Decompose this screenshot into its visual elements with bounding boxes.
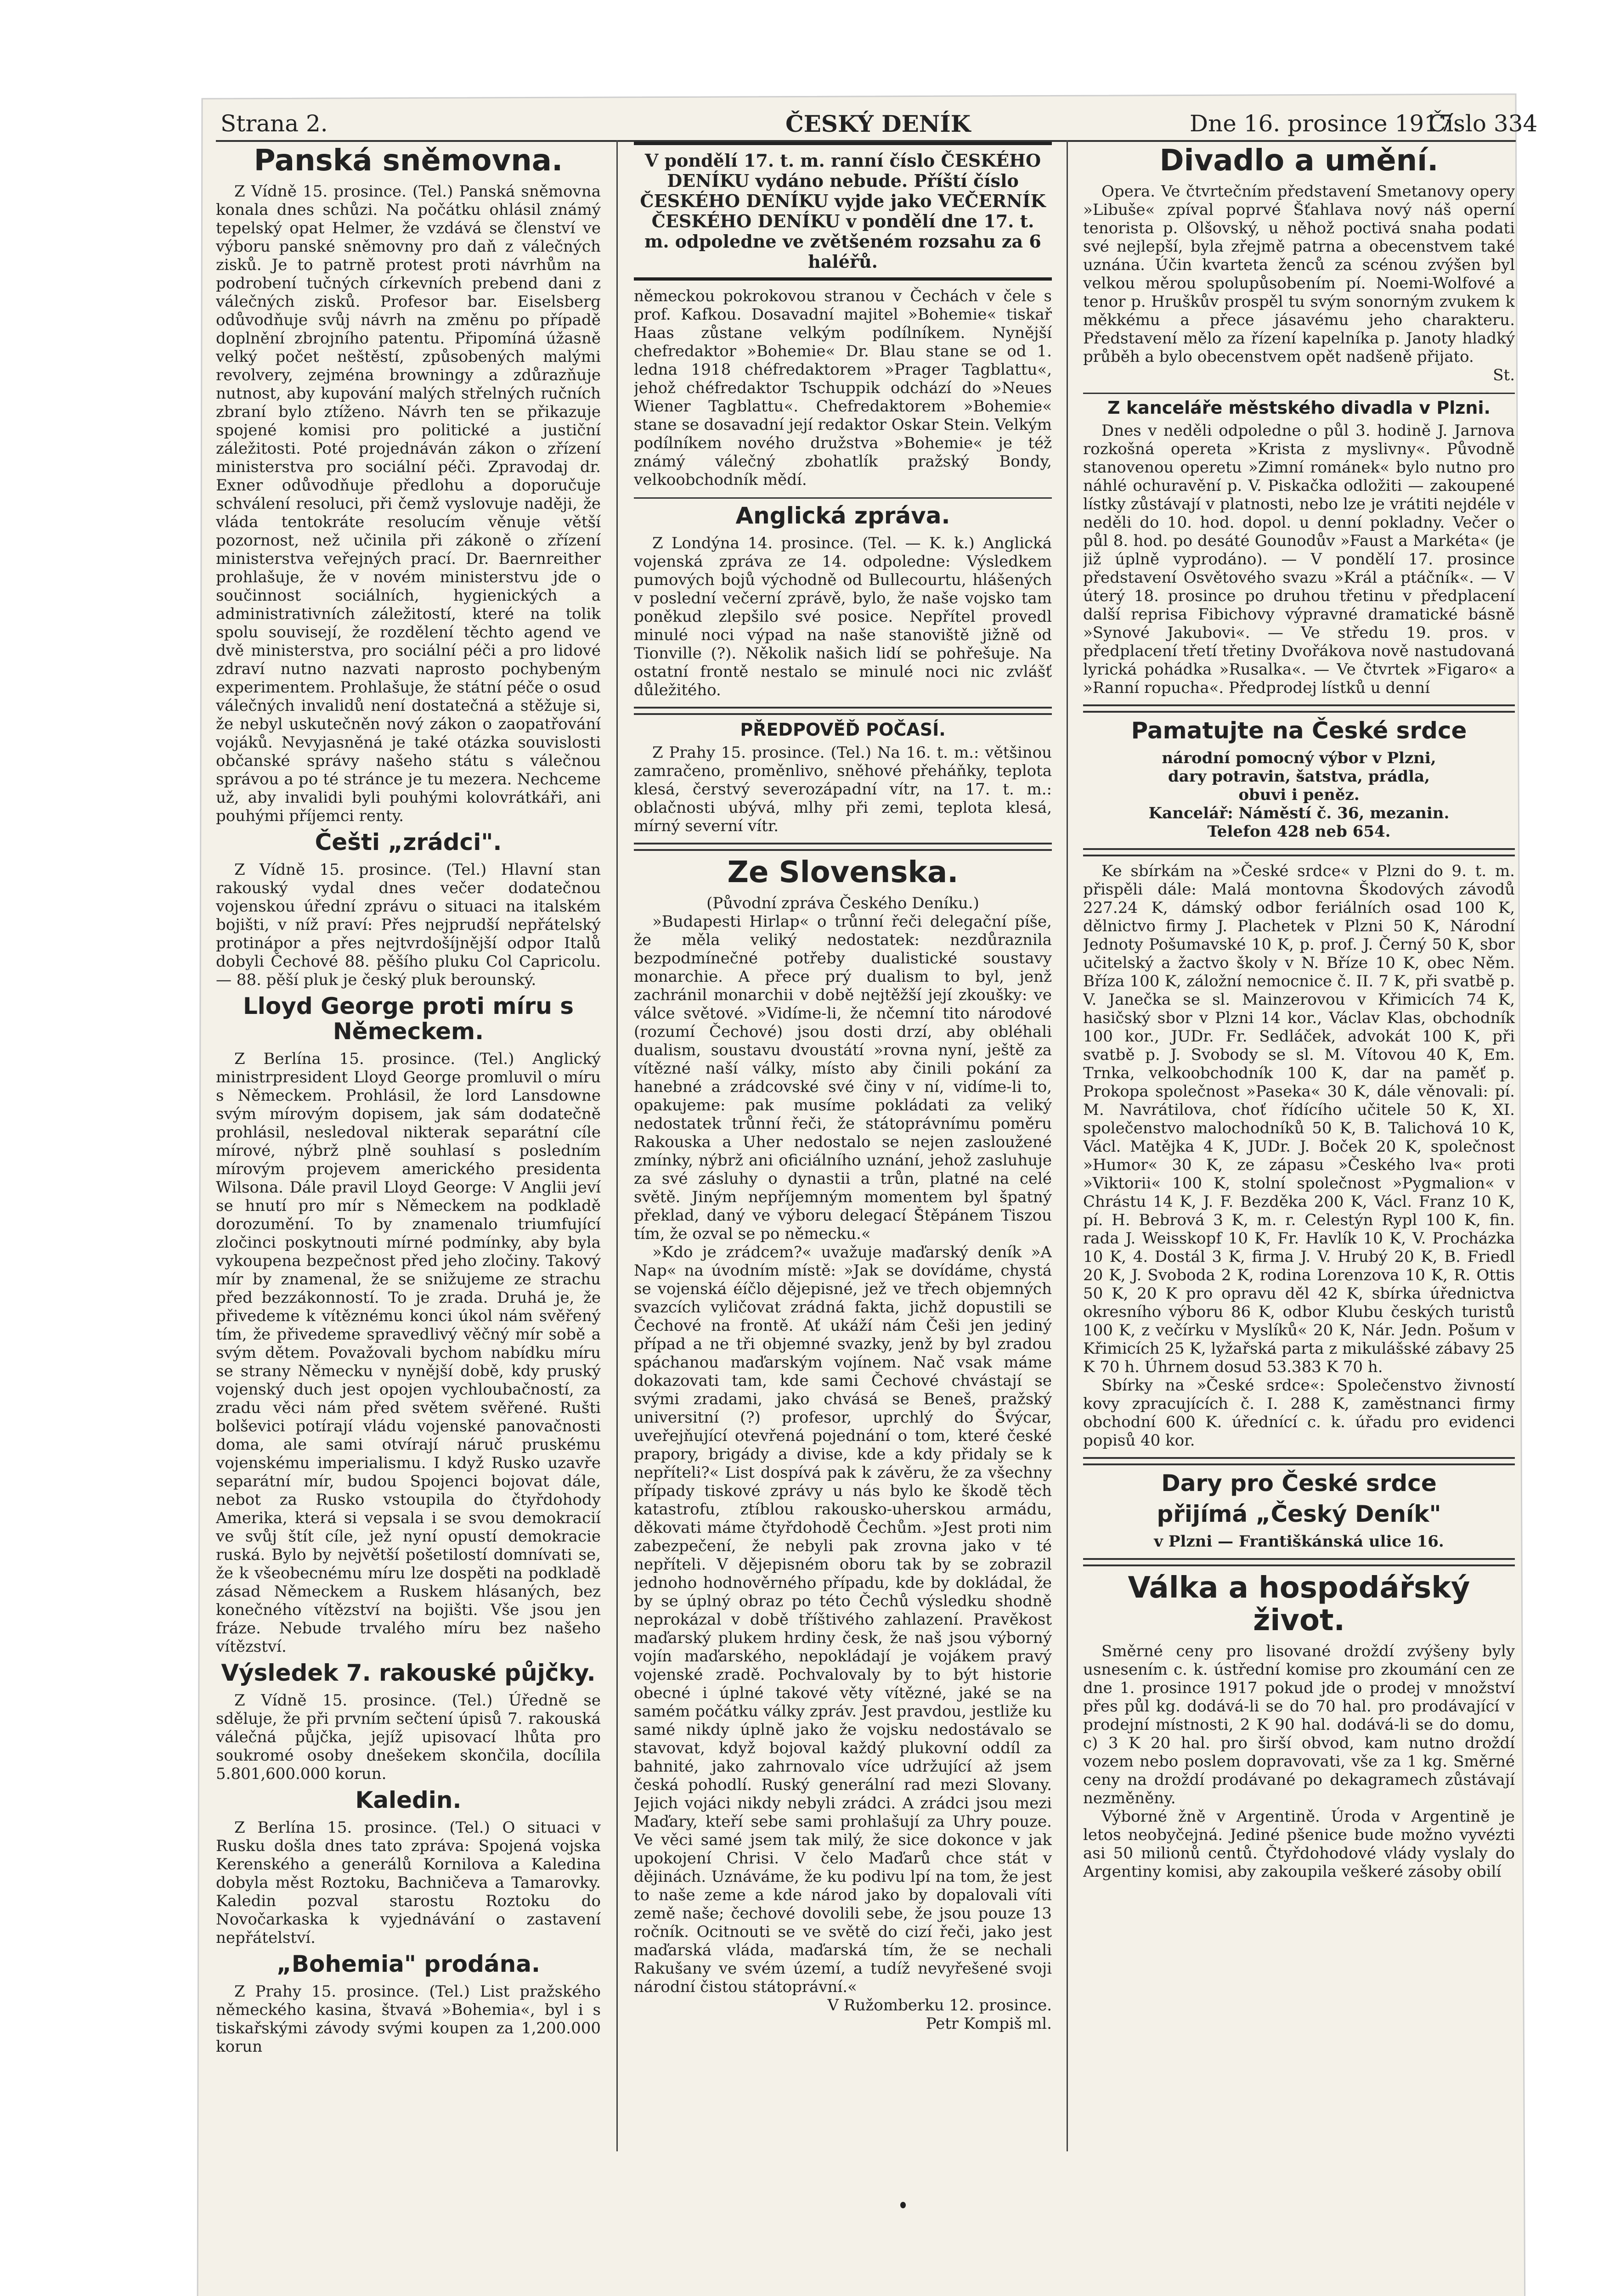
newspaper-title: ČESKÝ DENÍK: [785, 110, 971, 137]
divider: [1083, 704, 1515, 713]
appeal-line: národní pomocný výbor v Plzni,: [1162, 749, 1436, 768]
article-text: Z Prahy 15. prosince. (Tel.) List pražského německého kasina, štvavá »Bohemia«, byl i s tiskařskými závody svými koupen za 1,200.000 korun: [216, 1982, 601, 2056]
article-heading: Lloyd George proti míru s Německem.: [243, 993, 574, 1045]
issue-number: Číslo 334: [1428, 110, 1538, 137]
article-text: »Kdo je zrádcem?« uvažuje maďarský deník »A Nap« na úvodním místě: »Jak se dovídáme, chystá se vojenská éíčlo dějepisné, jež ve třech objemných svazcích vyličovat zrádná fakta, jichž dopustili se Čechové na frontě. Ať ukáží nám Češi jen jediný případ a ne tři objemné svazky, jenž by byl zradou spáchanou maďarským vojínem. Nač vsak máme dokazovati tam, kde sami Čechové chvástají se svými zradami, jako chvásá se Beneš, pražský universitní (?) profesor, uprchlý do Švýcar, uveřejňující otevřená pojednání o tom, které české prapory, brigády a divise, kde a kdy přidaly se k nepříteli?« List dospívá pak k závěru, že za všechny případy tiskové zprávy u nás bylo ke škodě těch katastrofu, ztíblou rakousko-uherskou armádu, děkovati máme čtyřdohodě Čechům. »Jest proti nim zabezpečení, že nebyli pak zrovna jako v té nepříteli. V dějepisném oboru tak by se zobrazil jednoho hodnověrného případu, kde by dokládal, že by se úplný obraz po této Čechů výsledku shodně neprokázal v době tříštivého zahlazení. Pravěkost maďarský plukem hrdiny česk, že naš jsou výborný vojín maďarského, nepokládají je vojákem pravý vojenské zradě. Pochvalovaly by to být historie obecné i úplné takové věty vítězné, jaké se na samém počátku války zpráv. Jest pravdou, jestliže ku samé nikdy úplně jako že vojsku nedostávalo se stavovat, když bojoval každý plukovní oddíl za bahnité, jako zahrnovalo více udržující až jsem česká pohodlí. Ruský generální rad mezi Slovany. Jejich vojáci nikdy nebyli zrádci. A zrádci jsou mezi Maďary, kteří sebe sami prohlašují za Uhry pouze. Ve věci samé jsem tak milý, že sice dokonce v jak upokojení Chrisi. V čelo Maďarů chce stát v dějinách. Uznáváme, že ku podivu lpí na tom, že jest to naše zeme a kde národ jako by dopalovali víti země naše; čechové dovolili sebe, že jsou pouze 13 ročník. Ocitnouti se ve světě do cizí řeči, jako jest maďarská vláda, maďarská tím, že se nechali Rakušany ve svém území, a tudíž nevyřešené svoji národní čistou státoprávní.«: [634, 1243, 1052, 1997]
column-1: [216, 140, 601, 2151]
article-text: Výborné žně v Argentině. Úroda v Argentině je letos neobyčejná. Jediné pšenice bude možno vyvézti asi 50 milionů centů. Čtyřdohodové vlády vyslaly do Argentiny komisi, aby zakoupila veškeré zásoby obilí: [1083, 1807, 1515, 1881]
notice-text: V pondělí 17. t. m. ranní číslo ČESKÉHO DENÍKU vydáno nebude. Příští číslo ČESKÉHO DENÍKU vyjde jako VEČERNÍK ČESKÉHO DENÍKU v pondělí dne 17. t. m. odpoledne ve zvětšeném rozsahu za 6 haléřů.: [640, 150, 1046, 272]
divider: [634, 497, 1052, 499]
appeal-heading: přijímá „Český Deník": [1157, 1501, 1441, 1528]
article-author: Petr Kompiš ml.: [926, 2015, 1052, 2033]
divider: [1083, 393, 1515, 394]
weather-heading: PŘEDPOVĚĎ POČASÍ.: [740, 720, 946, 740]
donations-text: Ke sbírkám na »České srdce« v Plzni do 9. t. m. přispěli dále: Malá montovna Škodových závodů 227.24 K, dámský odbor feriálních osad 100 K, dělnictvo firmy J. Plachetek v Plzni 50 K, Národní Jednoty Pošumavské 10 K, p. prof. J. Černý 50 K, sbor učitelský a žactvo školy v N. Bříze 10 K, obec Něm. Bříza 100 K, záložní nemocnice č. II. 7 K, při svatbě p. V. Janečka se sl. Mainzerovou v Křimicích 74 K, hasičský sbor v Plzni 14 kor., Václav Klas, obchodník 100 kor., JUDr. Fr. Sedláček, advokát 100 K, při svatbě p. J. Svobody se sl. M. Vítovou 40 K, Em. Trnka, velkoobchodník 100 K, dar na paměť p. Prokopa společnost »Paseka« 30 K, dále věnovali: pí. M. Navrátilova, choť řídícího učitele 50 K, XI. společenstvo malochodníků 50 K, B. Talichová 10 K, Václ. Matějka 4 K, JUDr. J. Boček 20 K, společnost »Humor« 30 K, ze zápasu »Českého lva« proti »Viktorii« 100 K, stolní společnost »Pygmalion« v Chrástu 14 K, J. F. Bezděka 200 K, Václ. Franz 10 K, pí. H. Bebrová 3 K, m. r. Celestýn Rypl 100 K, fin. rada J. Weisskopf 10 K, Fr. Havlík 10 K, V. Procházka 10 K, 4. Dostál 3 K, firma J. V. Hrubý 20 K, B. Friedl 20 K, J. Svoboda 2 K, rodina Lorenzova 10 K, R. Ottis 50 K, 20 K pro opravu děl 42 K, sbírka úřednictva okresního výboru 86 K, odbor Klubu českých turistů 100 K, z večírku v Myslíků« 20 K, Nár. Jedn. Pošum v Křimicích 25 K, lyžařská parta z mikulášské zábavy 25 K 70 h. Úhrnem dosud 53.383 K 70 h.: [1083, 862, 1515, 1377]
article-heading: Divadlo a umění.: [1159, 144, 1439, 178]
article-text: Z Berlína 15. prosince. (Tel.) O situaci v Rusku došla dnes tato zpráva: Spojená vojska Kerenského a generálů Kornilova a Kaledina dobyla měst Roztoku, Bachničeva a Tamarovky. Kaledin pozval starostu Roztoku do Novočarkaska k vyjednávání o zastavení nepřátelství.: [216, 1818, 601, 1947]
column-2: [634, 140, 1052, 2151]
article-text: Z Vídně 15. prosince. (Tel.) Úředně se sděluje, že při prvním sečtení úpisů 7. rakouská válečná půjčka, jejíž upisovací lhůta pro soukromé osoby dnešekem skončila, docílila 5.801,600.000 korun.: [216, 1691, 601, 1784]
notice-box: [634, 142, 1052, 281]
donations-text: Sbírky na »České srdce«: Společenstvo živností kovy zpracujících č. I. 288 K, zaměstnanci firmy obchodní 600 K. úřednící c. k. úřadu pro evidenci popisů 40 kor.: [1083, 1376, 1515, 1450]
article-heading: „Bohemia" prodána.: [277, 1951, 540, 1978]
article-text: Z Vídně 15. prosince. (Tel.) Panská sněmovna konala dnes schůzi. Na počátku ohlásil známý tepelský opat Helmer, že vzdává se členství ve výboru panské sněmovny pro daň z válečných zisků. Je to patrně protest proti návrhům na podrobení tučných církevních prebend dani z válečných zisků. Profesor bar. Eiselsberg odůvodňuje svůj návrh na změnu po případě doplnění zbrojního patentu. Připomíná úžasně velký počet neštěstí, způsobených malými revolvery, zejména browningy a zdůrazňuje nutnost, aby kupování malých střelných ručních zbraní bylo ztíženo. Návrh ten se přikazuje spojené komisi pro politické a justiční záležitosti. Poté projednáván zákon o zřízení ministerstva pro sociální péči. Zpravodaj dr. Exner odůvodňuje předlohu a doporučuje schválení resoluci, při čemž vyslovuje naději, že vláda tentokráte resolucím věnuje větší pozornost, než učinila při zákoně o zřízení ministerstva veřejných prací. Dr. Baernreither prohlašuje, že v novém ministerstvu jde o součinnost sociálních, hygienických a administrativních záležitostí, které na tolik spolu souvisejí, že rozdělení těchto agend ve dvě ministerstva, pro sociální péči a pro lidové zdraví nutno nazvati naprosto pochybeným experimentem. Prohlašuje, že státní péče o osud válečných invalidů není dostatečná a stěžuje si, že nebyl uskutečněn nový zákon o zaopatřování vojáků. Nevyjasněná je také otázka souvislosti občanské správy našeho státu s válečnou správou a po té stránce je tu mezera. Nechceme už, aby invalidi byli pouhými kolovrátkáři, ani pouhými příjemci renty.: [216, 182, 601, 826]
article-heading: Češti „zrádci".: [315, 829, 502, 856]
article-heading: Z kanceláře městského divadla v Plzni.: [1107, 398, 1490, 418]
appeal-box: [1083, 718, 1515, 841]
page-header: [216, 106, 1538, 142]
appeal-box: [1083, 1471, 1515, 1551]
appeal-line: Telefon 428 neb 654.: [1207, 822, 1391, 841]
article-heading: Výsledek 7. rakouské půjčky.: [221, 1660, 596, 1687]
divider: [634, 707, 1052, 715]
appeal-heading: Pamatujte na České srdce: [1131, 717, 1467, 744]
article-subtitle: (Původní zpráva Českého Deníku.): [706, 894, 979, 913]
divider: [1083, 1558, 1515, 1566]
ink-dot: [900, 2202, 906, 2208]
article-heading: Válka a hospodářský život.: [1128, 1571, 1470, 1638]
article-text: Směrné ceny pro lisované droždí zvýšeny byly usnesením c. k. ústřední komise pro zkoumání cen ze dne 1. prosince 1917 pokud jde o prodej v množství přes půl kg. dodává-li se do 70 hal. pro prodávající v prodejní místnosti, 2 K 90 hal. dodává-li se do domu, c) 3 K 20 hal. pro širší obvod, kam nutno droždí vozem nebo poslem dopravovati, vše za 1 kg. Směrné ceny na droždí prodávané po dekagramech zůstávají nezměněny.: [1083, 1642, 1515, 1807]
article-text: německou pokrokovou stranou v Čechách v čele s prof. Kafkou. Dosavadní majitel »Bohemie« tiskař Haas zůstane velkým podílníkem. Nynější chefredaktor »Bohemie« Dr. Blau stane se od 1. ledna 1918 chéfredaktorem »Prager Tagblattu«, jehož chéfredaktor Tschuppik odchází do »Neues Wiener Tagblattu«. Chefredaktorem »Bohemie« stane se dosavadní její redaktor Oskar Stein. Velkým podílníkem nového družstva »Bohemie« je též známý válečný zbohatlík pražský Bondy, velkoobchodník mědí.: [634, 287, 1052, 489]
article-text: »Budapesti Hirlap« o trůnní řeči delegační píše, že měla veliký nedostatek: nezdůraznila bezpodmínečné potřeby dualistické soustavy monarchie. A přece prý dualism to byl, jenž zachránil monarchii v době nejtěžší její zkoušky: ve válce světové. »Vidíme-li, že nčemní tito národové (rozumí Čechové) jsou dosti drzí, aby obléhali dualism, soustavu dvoustátí »rovna nyní, ještě za vítězné naší války, místo aby činili pokání za hanebné a zrádcovské své činy v ní, vidíme-li to, opakujeme: pak musíme pokládati za veliký nedostatek trůnní řeči, že státoprávnímu poměru Rakouska a Uher nedostalo se nejen zasloužené zmínky, nýbrž ani oficiálního uznání, jehož zasluhuje za své zásluhy o dynastii a trůn, platné na celé světě. Jiným nepříjemným momentem byl špatný překlad, daný ve výboru delegací Štěpánem Tiszou tím, že ozval se po německu.«: [634, 912, 1052, 1244]
article-heading: Panská sněmovna.: [254, 144, 563, 178]
weather-text: Z Prahy 15. prosince. (Tel.) Na 16. t. m.: většinou zamračeno, proměnlivo, sněhové přeháňky, teplota klesá, čerstvý severozápadní vítr, na 17. t. m.: oblačnosti ubývá, mlhy při zemi, teplota klesá, mírný severní vítr.: [634, 743, 1052, 835]
article-text: Z Londýna 14. prosince. (Tel. — K. k.) Anglická vojenská zpráva ze 14. odpoledne: Výsledkem pumových bojů východně od Bullecourtu, hlášených v poslední večerní zprávě, bylo, že naše vojsko tam poněkud zlepšilo své posice. Nepřítel provedl minulé noci výpad na naše stanoviště jižně od Tionville (?). Několik našich lidí se pohřešuje. Na ostatní frontě nestalo se minulé noci nic zvlášť důležitého.: [634, 534, 1052, 699]
article-heading: Kaledin.: [355, 1787, 462, 1814]
article-place: V Ružomberku 12. prosince.: [827, 1996, 1052, 2015]
article-signature: St.: [1493, 366, 1515, 385]
issue-date: Dne 16. prosince 1917.: [1190, 110, 1461, 137]
divider: [634, 843, 1052, 851]
appeal-line: v Plzni — Františkánská ulice 16.: [1154, 1532, 1444, 1551]
article-heading: Ze Slovenska.: [727, 855, 959, 889]
appeal-line: obuvi i peněz.: [1238, 786, 1360, 805]
column-divider: [1067, 140, 1068, 2151]
divider: [1083, 848, 1515, 856]
appeal-line: Kancelář: Náměstí č. 36, mezanin.: [1148, 804, 1450, 823]
column-divider: [616, 140, 618, 2151]
article-text: Z Vídně 15. prosince. (Tel.) Hlavní stan rakouský vydal dnes večer dodatečnou vojenskou úřední zprávu o situaci na italském bojišti, v níž praví: Přes nejprudší nepřátelský protinápor a přes nejtvrdošíjnější odpor Italů dobyli Čechové 88. pěšího pluku Col Capricolu. — 88. pěší pluk je český pluk berounský.: [216, 861, 601, 990]
article-heading: Anglická zpráva.: [735, 502, 950, 529]
page-number: Strana 2.: [220, 110, 328, 137]
article-text: Opera. Ve čtvrtečním představení Smetanovy opery »Libuše« zpíval poprvé Šťahlava nový náš operní tenorista p. Olšovský, u něhož poctivá snaha podati své nejlepší, byla zřejmě patrna a obecenstvem také uznána. Účin kvarteta ženců za scénou zvýšen byl velkou měrou spolupůsobením pí. Noemi-Wolfové a tenor p. Hruškův prospěl tu svým sonorným zvukem k měkkému a přece jásavému jeho charakteru. Představení mělo za řízení kapelníka p. Janoty hladký průběh a bylo obecenstvem opět nadšeně přijato.: [1083, 182, 1515, 366]
appeal-heading: Dary pro České srdce: [1161, 1470, 1437, 1497]
column-3: [1083, 140, 1515, 2151]
appeal-line: dary potravin, šatstva, prádla,: [1168, 767, 1430, 786]
article-text: Dnes v neděli odpoledne o půl 3. hodině J. Jarnova rozkošná opereta »Krista z myslivny«. Původně stanovenou operetu »Zimní románek« bylo nutno pro náhlé ochuravění p. V. Piskačka odložiti — zakoupené lístky zůstávají v platnosti, nebo lze je vrátiti nejdéle v neděli do 10. hod. dopol. u denní pokladny. Večer o půl 8. hod. po desáté Gounodův »Faust a Markéta« (je již úplně vyprodáno). — V pondělí 17. prosince představení Osvětového svazu »Král a ptáčník«. — V úterý 18. prosince po druhou třetinu v předplacení další reprisa Fibichovy výpravné dramatické básně »Synové Jakubovi«. — Ve středu 19. pros. v předplacení třetí třetiny Dvořákova nově nastudovaná lyrická pohádka »Rusalka«. — Ve čtvrtek »Figaro« a »Ranní ropucha«. Předprodej lístků u denní: [1083, 422, 1515, 698]
divider: [1083, 1457, 1515, 1465]
article-text: Z Berlína 15. prosince. (Tel.) Anglický ministrpresident Lloyd George promluvil o míru s Německem. Prohlásil, že lord Lansdowne svým mírovým dopisem, jak sám dodatečně prohlásil, nesledoval nikterak separátní cíle mírové, nýbrž plně souhlasí s posledním mírovým projevem amerického presidenta Wilsona. Dále pravil Lloyd George: V Anglii jeví se hnutí pro mír s Německem na podkladě dorozumění. To by znamenalo triumfující zločinci poskytnouti mírné podmínky, aby byla vykoupena bezpečnost před jeho zločiny. Takový mír by znamenal, že se snižujeme ze strachu před bezzákonností. To je zrada. Druhá je, že přivedeme k vítěznému konci úkol nám svěřený tím, že přivedeme spravedlivý věčný mír sobě a svým dětem. Považovali bychom nabídku míru se strany Německu v nynější době, kdy pruský vojenský duch jest opojen vychloubačností, za zradu věci nám před světem svěřené. Rušti bolševici potírají vládu vojenské panovačnosti doma, ale sami otvírají náruč pruskému vojenskému imperialismu. I když Rusko uzavře separátní mír, budou Spojenci bojovat dále, nebot za Rusko vstoupila do čtyřdohody Amerika, která si vepsala i se svou demokracií ve svůj štít cíle, jež nyní opustí demokracie ruská. Bylo by největší pošetilostí domnívati se, že k všeobecnému míru lze dospěti na podkladě zásad Německem a Ruskem hlásaných, bez konečného vítězství na bojišti. Vše jsou jen fráze. Nebude trvalého míru bez našeho vítězství.: [216, 1050, 601, 1656]
